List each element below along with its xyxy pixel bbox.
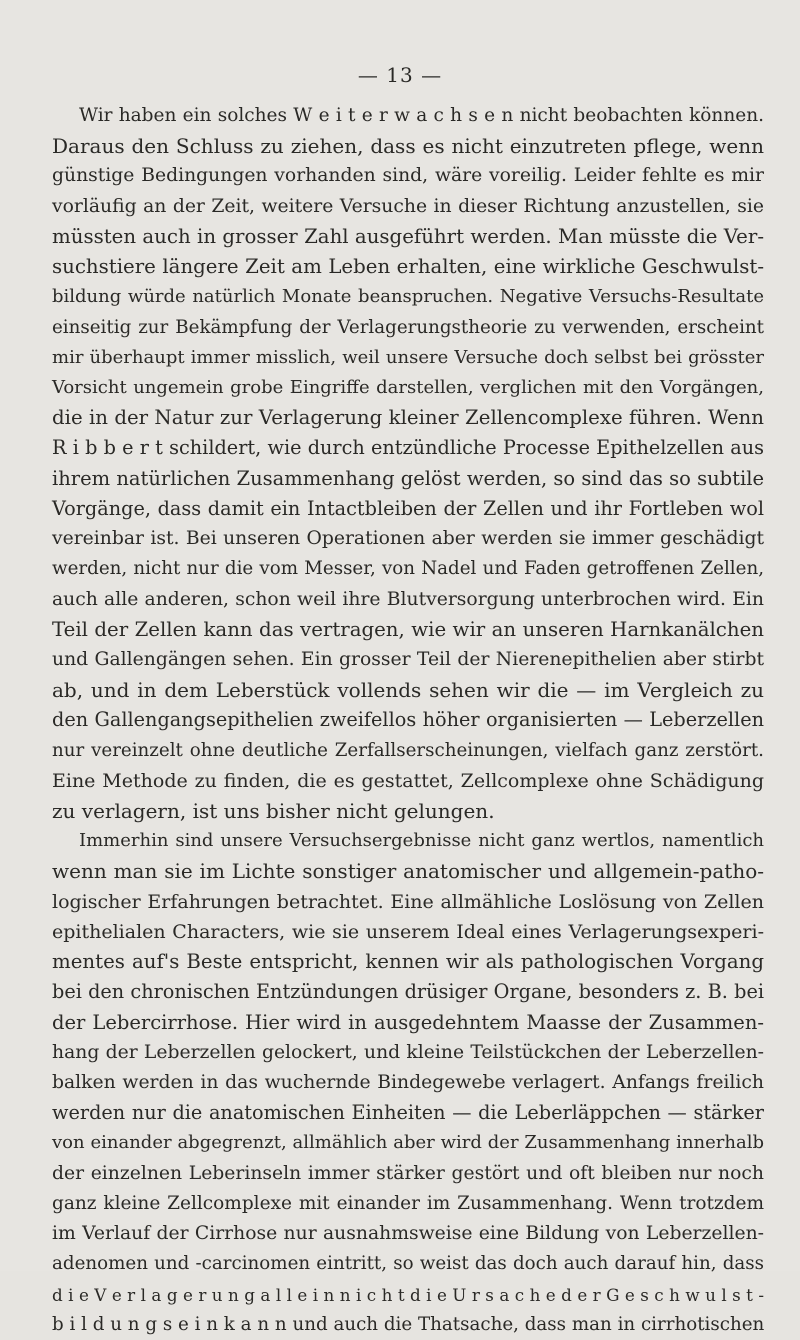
text-line: den Gallengangsepithelien zweifellos höher organisierten — Leberzellen (52, 708, 764, 732)
text-line: Immerhin sind unsere Versuchsergebnisse nicht ganz wertlos, namentlich (79, 830, 764, 852)
text-line: logischer Erfahrungen betrachtet. Eine allmähliche Loslösung von Zellen (52, 890, 764, 913)
page-number: — 13 — (357, 63, 443, 87)
text-line: von einander abgegrenzt, allmählich aber wird der Zusammenhang innerhalb (52, 1132, 764, 1154)
text-line: adenomen und -carcinomen eintritt, so weist das doch auch darauf hin, dass (52, 1253, 764, 1275)
text-line: wenn man sie im Lichte sonstiger anatomischer und allgemein-patho- (52, 859, 764, 884)
text-line: ab, und in dem Leberstück vollends sehen wir die — im Vergleich zu (52, 678, 764, 703)
text-line: nur vereinzelt ohne deutliche Zerfallserscheinungen, vielfach ganz zerstört. (52, 739, 764, 761)
text-line: R i b b e r t schildert, wie durch entzündliche Processe Epithelzellen aus (52, 436, 764, 460)
text-line: b i l d u n g s e i n k a n n und auch die Thatsache, dass man in cirrhotischen (52, 1313, 765, 1335)
text-line: mir überhaupt immer misslich, weil unsere Versuche doch selbst bei grösster (52, 346, 764, 368)
text-line: Vorsicht ungemein grobe Eingriffe darstellen, verglichen mit den Vorgängen, (52, 376, 764, 398)
body-text (52, 101, 764, 1340)
text-line: die in der Natur zur Verlagerung kleiner Zellencomplexe führen. Wenn (52, 406, 764, 430)
text-line: bei den chronischen Entzündungen drüsiger Organe, besonders z. B. bei (52, 980, 764, 1004)
text-line: der Lebercirrhose. Hier wird in ausgedehntem Maasse der Zusammen- (52, 1010, 764, 1034)
text-line: suchstiere längere Zeit am Leben erhalten, eine wirkliche Geschwulst- (52, 255, 764, 279)
text-line: ihrem natürlichen Zusammenhang gelöst werden, so sind das so subtile (52, 466, 764, 490)
text-line: epithelialen Characters, wie sie unserem Ideal eines Verlagerungsexperi- (52, 920, 764, 943)
text-line: Daraus den Schluss zu ziehen, dass es nicht einzutreten pflege, wenn (52, 134, 764, 159)
text-line: Vorgänge, dass damit ein Intactbleiben der Zellen und ihr Fortleben wol (52, 496, 764, 520)
text-line: zu verlagern, ist uns bisher nicht gelungen. (52, 799, 495, 824)
text-line: Wir haben ein solches W e i t e r w a c h s e n nicht beobachten können. (79, 105, 764, 126)
text-line: einseitig zur Bekämpfung der Verlagerungstheorie zu verwenden, erscheint (52, 316, 764, 338)
text-line: balken werden in das wuchernde Bindegewebe verlagert. Anfangs freilich (52, 1072, 764, 1093)
text-line: Teil der Zellen kann das vertragen, wie wir an unseren Harnkanälchen (52, 617, 764, 641)
text-line: mentes auf's Beste entspricht, kennen wir als pathologischen Vorgang (52, 950, 764, 974)
text-line: der einzelnen Leberinseln immer stärker gestört und oft bleiben nur noch (52, 1162, 764, 1184)
text-line: hang der Leberzellen gelockert, und kleine Teilstückchen der Leberzellen- (52, 1041, 764, 1063)
text-line: im Verlauf der Cirrhose nur ausnahmsweise eine Bildung von Leberzellen- (52, 1223, 764, 1245)
text-line: bildung würde natürlich Monate beanspruchen. Negative Versuchs-Resultate (52, 286, 764, 308)
text-line: und Gallengängen sehen. Ein grosser Teil der Nierenepithelien aber stirbt (52, 648, 764, 670)
text-line: ganz kleine Zellcomplexe mit einander im Zusammenhang. Wenn trotzdem (52, 1192, 764, 1214)
text-line: vorläufig an der Zeit, weitere Versuche in dieser Richtung anzustellen, sie (52, 195, 764, 217)
text-line: werden, nicht nur die vom Messer, von Nadel und Faden getroffenen Zellen, (52, 558, 764, 580)
text-line: günstige Bedingungen vorhanden sind, wäre voreilig. Leider fehlte es mir (52, 165, 764, 187)
text-line: werden nur die anatomischen Einheiten — die Leberläppchen — stärker (52, 1101, 764, 1125)
text-line: vereinbar ist. Bei unseren Operationen aber werden sie immer geschädigt (52, 528, 764, 550)
text-line: müssten auch in grosser Zahl ausgeführt werden. Man müsste die Ver- (52, 224, 764, 248)
text-line: d i e V e r l a g e r u n g a l l e i n n i c h t d i e U r s a c h e d e r G e s c h w u l s t - (52, 1284, 764, 1305)
text-line: auch alle anderen, schon weil ihre Blutversorgung unterbrochen wird. Ein (52, 588, 764, 610)
text-line: Eine Methode zu finden, die es gestattet, Zellcomplexe ohne Schädigung (52, 769, 764, 792)
